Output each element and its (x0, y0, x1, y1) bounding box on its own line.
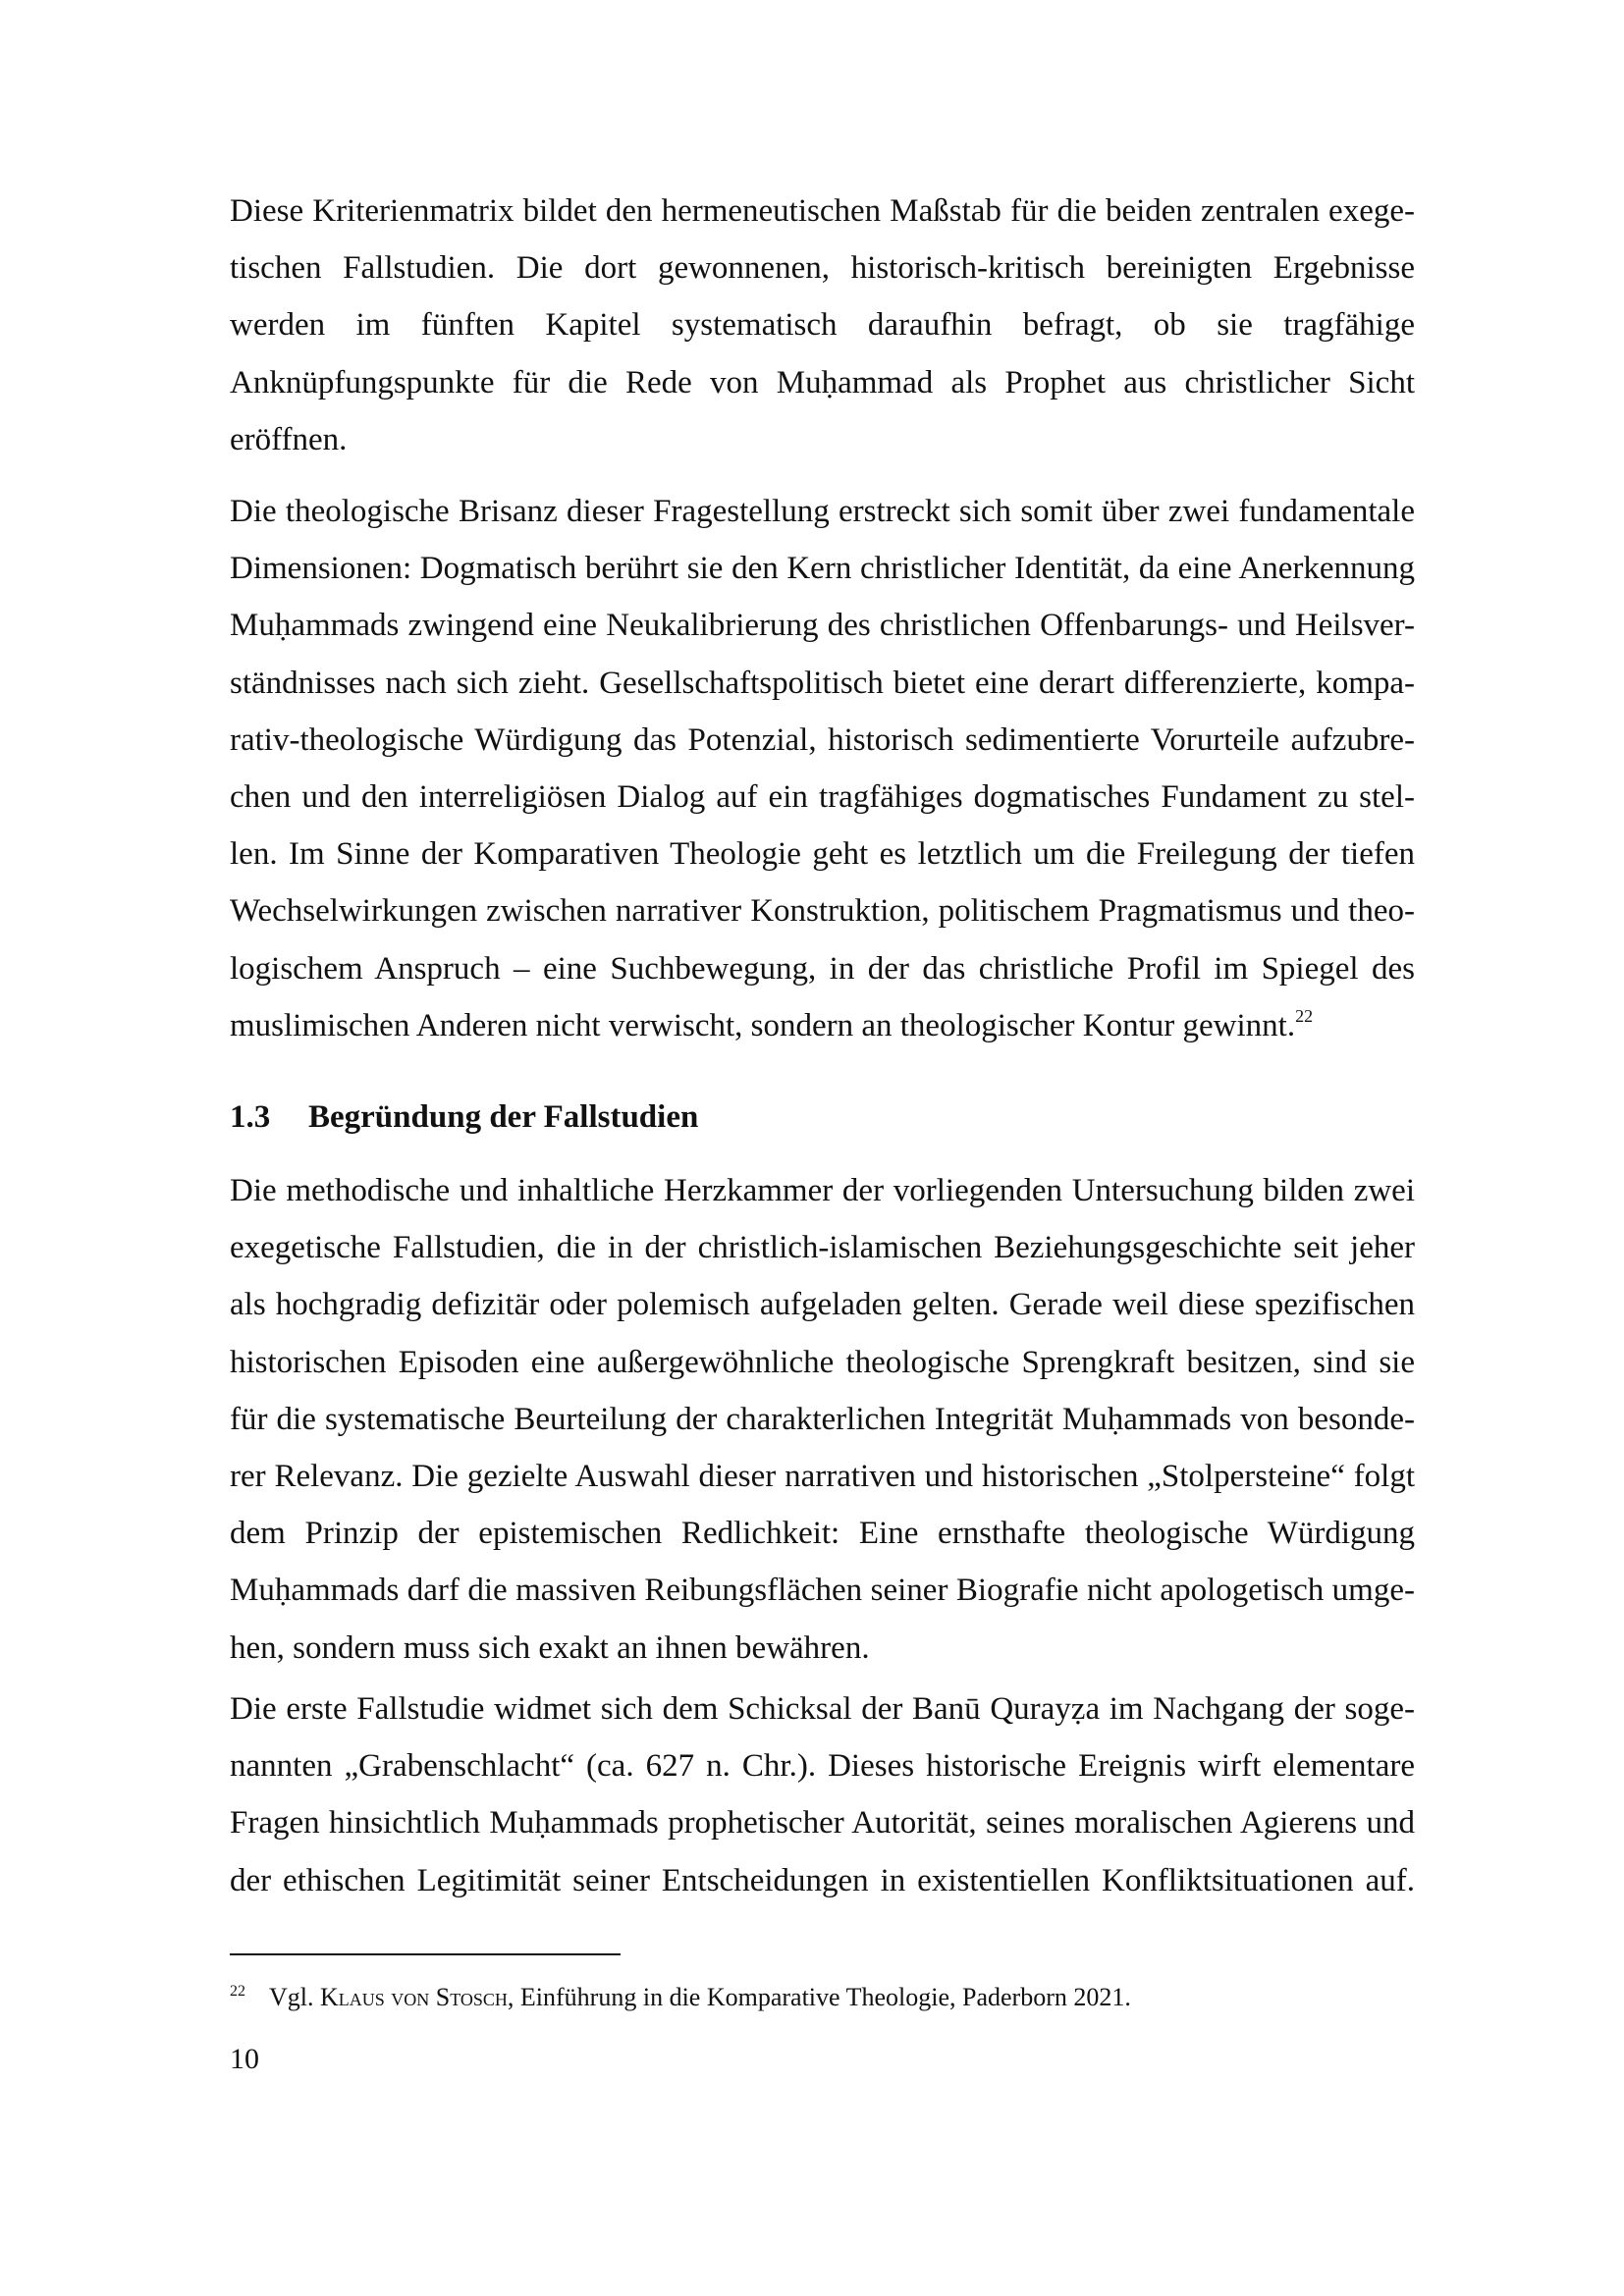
text-line-with-footnote-ref (230, 997, 1415, 1054)
page-number: 10 (230, 2043, 259, 2075)
text-line: Die theologische Brisanz dieser Fragestellung erstreckt sich somit über zwei fundamentale (230, 494, 1415, 529)
footnote (230, 1975, 1131, 2014)
footnote-citation: , Einführung in die Komparative Theologie, Paderborn 2021. (507, 1983, 1131, 2011)
section-title: Begründung der Fallstudien (308, 1099, 699, 1135)
paragraph-theological-brisance (230, 483, 1415, 1054)
paragraph-case-study-rationale (230, 1162, 1415, 1677)
text-line: rativ-theologische Würdigung das Potenzial, historisch sedimentierte Vorurteile aufzubre- (230, 721, 1415, 758)
text-line: muslimischen Anderen nicht verwischt, sondern an theologischer Kontur gewinnt. (230, 1007, 1296, 1043)
text-line: len. Im Sinne der Komparativen Theologie geht es letztlich um die Freilegung der tiefen (230, 836, 1415, 873)
text-line: der ethischen Legitimität seiner Entscheidungen in existentiellen Konfliktsituationen auf. (230, 1862, 1415, 1898)
text-line: für die systematische Beurteilung der charakterlichen Integrität Muḥammads von besonde- (230, 1401, 1415, 1437)
text-line: dem Prinzip der epistemischen Redlichkeit: Eine ernsthafte theologische Würdigung (230, 1516, 1415, 1552)
footnote-number: 22 (230, 1983, 245, 2000)
text-line: Diese Kriterienmatrix bildet den hermeneutischen Maßstab für die beiden zentralen exege- (230, 193, 1415, 229)
text-line: exegetische Fallstudien, die in der christlich-islamischen Beziehungsgeschichte seit jeher (230, 1230, 1415, 1266)
text-line: Muḥammads zwingend eine Neukalibrierung des christlichen Offenbarungs- und Heilsver- (230, 608, 1415, 644)
text-line: Dimensionen: Dogmatisch berührt sie den Kern christlicher Identität, da eine Anerkennung (230, 551, 1415, 587)
text-line: tischen Fallstudien. Die dort gewonnenen, historisch-kritisch bereinigten Ergebnisse (230, 250, 1415, 287)
text-line: rer Relevanz. Die gezielte Auswahl dieser narrativen und historischen „Stolpersteine“ folgt (230, 1458, 1415, 1494)
text-line: Anknüpfungspunkte für die Rede von Muḥammad als Prophet aus christlicher Sicht (230, 364, 1415, 400)
text-line: ständnisses nach sich zieht. Gesellschaftspolitisch bietet eine derart differenzierte, kompa- (230, 665, 1415, 701)
text-line: nannten „Grabenschlacht“ (ca. 627 n. Chr.). Dieses historische Ereignis wirft elementare (230, 1748, 1415, 1785)
text-line: Muḥammads darf die massiven Reibungsflächen seiner Biografie nicht apologetisch umge- (230, 1573, 1415, 1609)
text-line: Die methodische und inhaltliche Herzkammer der vorliegenden Untersuchung bilden zwei (230, 1173, 1415, 1208)
text-line: Fragen hinsichtlich Muḥammads prophetischer Autorität, seines moralischen Agierens und (230, 1805, 1415, 1842)
text-line: als hochgradig defizitär oder polemisch aufgeladen gelten. Gerade weil diese spezifischen (230, 1287, 1415, 1323)
footnote-separator (230, 1953, 621, 1955)
footnote-prefix: Vgl. (269, 1983, 320, 2011)
text-line: Wechselwirkungen zwischen narrativer Konstruktion, politischem Pragmatismus und theo- (230, 893, 1415, 930)
text-line: werden im fünften Kapitel systematisch daraufhin befragt, ob sie tragfähige (230, 307, 1415, 344)
paragraph-first-case-study (230, 1681, 1415, 1909)
text-line: hen, sondern muss sich exakt an ihnen bewähren. (230, 1629, 870, 1666)
text-line: historischen Episoden eine außergewöhnliche theologische Sprengkraft besitzen, sind sie (230, 1344, 1415, 1380)
paragraph-criteria-matrix (230, 183, 1415, 468)
footnote-reference[interactable]: 22 (1295, 1005, 1314, 1026)
text-line: chen und den interreligiösen Dialog auf ein tragfähiges dogmatisches Fundament zu stel- (230, 778, 1415, 815)
footnote-author: Klaus von Stosch (320, 1983, 508, 2011)
text-line: logischem Anspruch – eine Suchbewegung, in der das christliche Profil im Spiegel des (230, 950, 1415, 987)
text-line: eröffnen. (230, 421, 348, 457)
section-heading (230, 1089, 698, 1146)
section-number: 1.3 (230, 1099, 271, 1135)
text-line: Die erste Fallstudie widmet sich dem Schicksal der Banū Qurayẓa im Nachgang der soge- (230, 1691, 1415, 1727)
